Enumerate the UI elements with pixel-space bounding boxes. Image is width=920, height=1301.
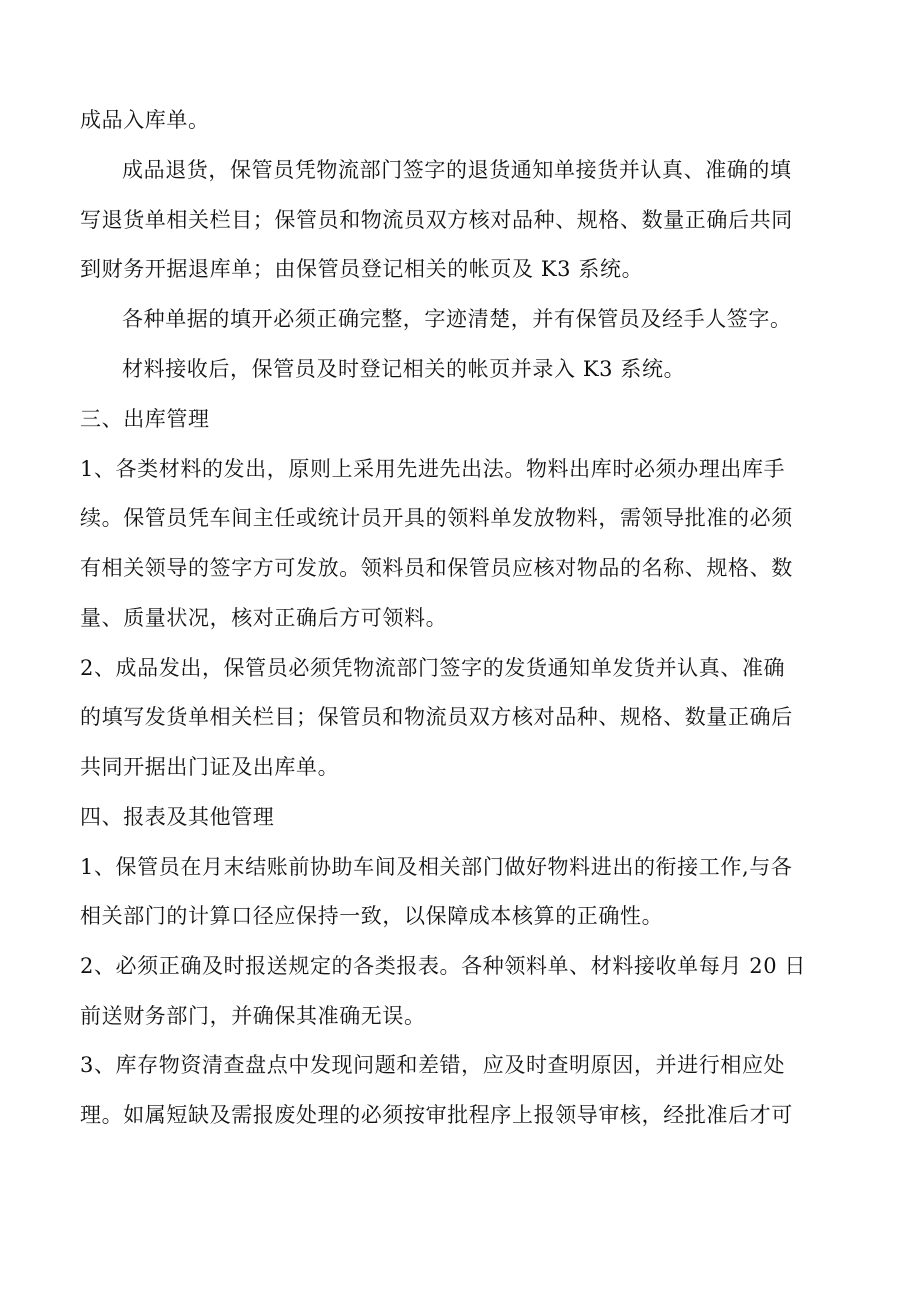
text-line: 有相关领导的签字方可发放。领料员和保管员应核对物品的名称、规格、数 xyxy=(80,556,793,580)
text-line: 写退货单相关栏目；保管员和物流员双方核对品种、规格、数量正确后共同 xyxy=(80,208,793,232)
text-line: 理。如属短缺及需报废处理的必须按审批程序上报领导审核，经批准后才可 xyxy=(80,1103,793,1127)
list-item-outbound-1: 1、各类材料的发出，原则上采用先进先出法。物料出库时必须办理出库手 xyxy=(80,457,786,481)
text-line: 成品入库单。 xyxy=(80,108,210,132)
text-line: 续。保管员凭车间主任或统计员开具的领料单发放物料，需领导批准的必须 xyxy=(80,506,793,530)
paragraph-signatures: 各种单据的填开必须正确完整，字迹清楚，并有保管员及经手人签字。 xyxy=(122,307,792,331)
section-heading-outbound: 三、出库管理 xyxy=(80,407,210,431)
text-line: 相关部门的计算口径应保持一致，以保障成本核算的正确性。 xyxy=(80,904,664,928)
text-line: 的填写发货单相关栏目；保管员和物流员双方核对品种、规格、数量正确后 xyxy=(80,705,793,729)
list-item-outbound-2: 2、成品发出，保管员必须凭物流部门签字的发货通知单发货并认真、准确 xyxy=(80,656,786,680)
section-heading-reports: 四、报表及其他管理 xyxy=(80,805,275,829)
list-item-reports-2: 2、必须正确及时报送规定的各类报表。各种领料单、材料接收单每月 20 日 xyxy=(80,954,807,978)
text-line: 量、质量状况，核对正确后方可领料。 xyxy=(80,606,448,630)
text-line: 到财务开据退库单；由保管员登记相关的帐页及 K3 系统。 xyxy=(80,257,644,281)
list-item-reports-3: 3、库存物资清查盘点中发现问题和差错，应及时查明原因，并进行相应处 xyxy=(80,1053,786,1077)
text-line: 前送财务部门，并确保其准确无误。 xyxy=(80,1004,426,1028)
list-item-reports-1: 1、保管员在月末结账前协助车间及相关部门做好物料进出的衔接工作,与各 xyxy=(80,855,793,879)
paragraph-returns: 成品退货，保管员凭物流部门签字的退货通知单接货并认真、准确的填 xyxy=(122,158,792,182)
text-line: 共同开据出门证及出库单。 xyxy=(80,755,340,779)
paragraph-material-receipt: 材料接收后，保管员及时登记相关的帐页并录入 K3 系统。 xyxy=(122,357,686,381)
